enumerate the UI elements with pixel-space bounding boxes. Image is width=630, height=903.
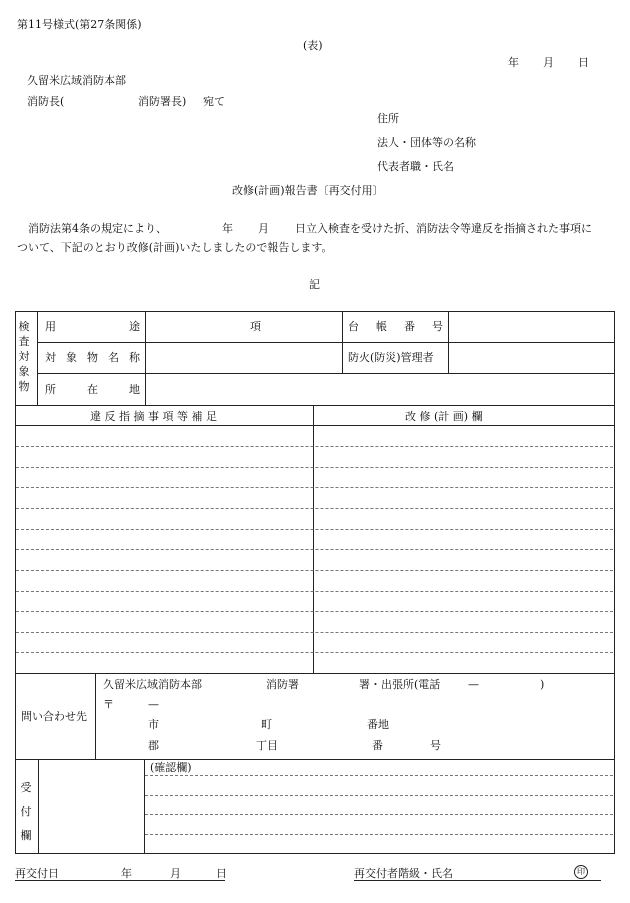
table-right-border [614, 311, 615, 854]
divider [38, 759, 39, 854]
reissue-date-label: 再交付日 [15, 867, 59, 880]
dashed-line [16, 570, 613, 571]
violations-header: 違 反 指 摘 事 項 等 補 足 [90, 410, 217, 423]
date-year: 年 [508, 56, 519, 69]
dashed-line [145, 775, 613, 776]
divider [95, 673, 96, 759]
ki-label: 記 [309, 278, 320, 291]
ledger-number-label: 台 帳 番 号 [348, 320, 443, 333]
divider [37, 373, 615, 374]
body-line1-a: 消防法第4条の規定により、 [28, 222, 167, 235]
city-label: 市 [148, 718, 159, 731]
dashed-line [16, 446, 613, 447]
document-title: 改修(計画)報告書〔再交付用〕 [232, 184, 384, 197]
recipient-underline [354, 880, 601, 881]
reporter-address: 住所 [377, 112, 399, 125]
confirm-label: (確認欄) [150, 761, 192, 774]
dashed-line [16, 508, 613, 509]
dashed-line [145, 814, 613, 815]
dashed-line [16, 549, 613, 550]
banchi-label: 番地 [367, 718, 389, 731]
date-day: 日 [578, 56, 589, 69]
dashed-line [16, 611, 613, 612]
dashed-line [16, 529, 613, 530]
date-month: 月 [543, 56, 554, 69]
reissue-date-underline [15, 880, 225, 881]
contact-phone-dash: — [468, 678, 479, 691]
fire-manager-label: 防火(防災)管理者 [348, 351, 434, 364]
kou-label: 項 [250, 320, 261, 333]
contact-org: 久留米広域消防本部 [103, 678, 202, 691]
gun-label: 郡 [148, 739, 159, 752]
inspected-label: 検査対象物 [18, 320, 30, 393]
addressee-station-chief: 消防署長) [138, 95, 187, 108]
divider [15, 425, 615, 426]
contact-branch: 署・出張所(電話 [359, 678, 441, 691]
contact-station: 消防署 [266, 678, 299, 691]
divider [145, 311, 146, 405]
table-bottom-border [15, 853, 615, 854]
location-label: 所 在 地 [45, 383, 140, 396]
form-number: 第11号様式(第27条関係) [17, 18, 142, 31]
receipt-label: 受付欄 [20, 781, 32, 842]
recipient-label: 再交付者階級・氏名 [354, 867, 453, 880]
addressee-chief: 消防長( [27, 95, 65, 108]
divider [37, 311, 38, 405]
dashed-line [16, 487, 613, 488]
dashed-line [145, 834, 613, 835]
contact-label: 問い合わせ先 [21, 710, 87, 723]
table-top-border [15, 311, 615, 312]
town-label: 町 [261, 718, 272, 731]
ban-label: 番 [372, 739, 383, 752]
reporter-rep-name: 代表者職・氏名 [377, 160, 454, 173]
dashed-line [16, 632, 613, 633]
dashed-line [16, 652, 613, 653]
addressee-org: 久留米広域消防本部 [27, 74, 126, 87]
chome-label: 丁目 [256, 739, 278, 752]
use-label: 用 途 [45, 320, 140, 333]
postal-mark: 〒 [103, 698, 114, 711]
reporter-org-name: 法人・団体等の名称 [377, 136, 476, 149]
object-name-label: 対 象 物 名 称 [45, 351, 140, 364]
dashed-line [16, 591, 613, 592]
divider [37, 342, 615, 343]
dashed-line [16, 467, 613, 468]
reissue-year: 年 [121, 867, 132, 880]
addressee-suffix: 宛て [203, 95, 225, 108]
body-line2: ついて、下記のとおり改修(計画)いたしましたので報告します。 [17, 241, 333, 254]
contact-close: ) [540, 678, 545, 691]
repair-header: 改 修 (計 画) 欄 [405, 410, 483, 423]
body-line1-year: 年 [222, 222, 233, 235]
divider [15, 673, 615, 674]
divider [15, 405, 615, 406]
gou-label: 号 [430, 739, 441, 752]
postal-dash: — [148, 698, 159, 711]
seal-icon: 印 [574, 865, 588, 879]
body-line1-b: 日立入検査を受けた折、消防法令等違反を指摘された事項に [295, 222, 592, 235]
divider [15, 759, 615, 760]
dashed-line [145, 795, 613, 796]
divider [144, 759, 145, 854]
side-label: (表) [303, 39, 323, 52]
body-line1-month: 月 [258, 222, 269, 235]
reissue-month: 月 [170, 867, 181, 880]
reissue-day: 日 [216, 867, 227, 880]
